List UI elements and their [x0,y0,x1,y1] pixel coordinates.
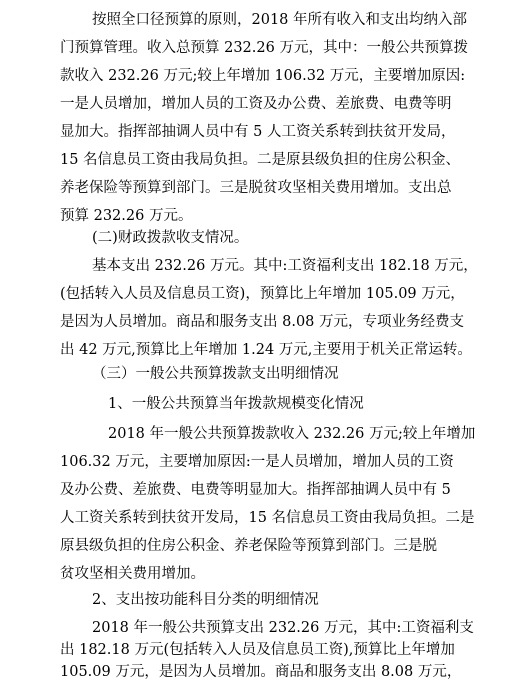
paragraph-line: 原县级负担的住房公积金、养老保险等预算到部门。三是脱 [60,538,437,554]
paragraph-line: 一是人员增加，增加人员的工资及办公费、差旅费、电费等明 [60,96,452,112]
paragraph-line: 款收入 232.26 万元;较上年增加 106.32 万元，主要增加原因: [60,68,466,84]
paragraph-line: 出 42 万元,预算比上年增加 1.24 万元,主要用于机关正常运转。 [60,342,472,358]
paragraph-line: 显加大。指挥部抽调人员中有 5 人工资关系转到扶贫开发局， [60,124,456,140]
paragraph-line: 门预算管理。收入总预算 232.26 万元，其中：一般公共预算拨 [60,40,468,56]
paragraph-line: 养老保险等预算到部门。三是脱贫攻坚相关费用增加。支出总 [60,180,452,196]
paragraph-line: 2018 年一般公共预算支出 232.26 万元，其中:工资福利支 [92,620,474,636]
paragraph-line: 预算 232.26 万元。 [60,208,193,224]
paragraph-line: 15 名信息员工资由我局负担。二是原县级负担的住房公积金、 [60,152,461,168]
section-heading: (二)财政拨款收支情况。 [92,230,249,246]
paragraph-line: (包括转入人员及信息员工资)，预算比上年增加 105.09 万元， [60,286,465,302]
paragraph-line: 人工资关系转到扶贫开发局，15 名信息员工资由我局负担。二是 [60,510,475,526]
subsection-heading: 1、一般公共预算当年拨款规模变化情况 [108,396,364,412]
paragraph-line: 2018 年一般公共预算拨款收入 232.26 万元;较上年增加 [108,426,476,442]
paragraph-line: 106.32 万元，主要增加原因:一是人员增加，增加人员的工资 [60,454,454,470]
section-heading: （三）一般公共预算拨款支出明细情况 [92,366,339,382]
subsection-heading: 2、支出按功能科目分类的明细情况 [92,592,319,608]
paragraph-line: 及办公费、差旅费、电费等明显加大。指挥部抽调人员中有 5 [60,482,451,498]
paragraph-line: 是因为人员增加。商品和服务支出 8.08 万元，专项业务经费支 [60,314,465,330]
paragraph-line: 105.09 万元，是因为人员增加。商品和服务支出 8.08 万元， [60,664,462,680]
paragraph-line: 基本支出 232.26 万元。其中:工资福利支出 182.18 万元， [92,258,478,274]
paragraph-line: 按照全口径预算的原则，2018 年所有收入和支出均纳入部 [92,12,468,28]
paragraph-line: 出 182.18 万元(包括转入人员及信息员工资),预算比上年增加 [60,642,455,658]
paragraph-line: 贫攻坚相关费用增加。 [60,566,205,582]
